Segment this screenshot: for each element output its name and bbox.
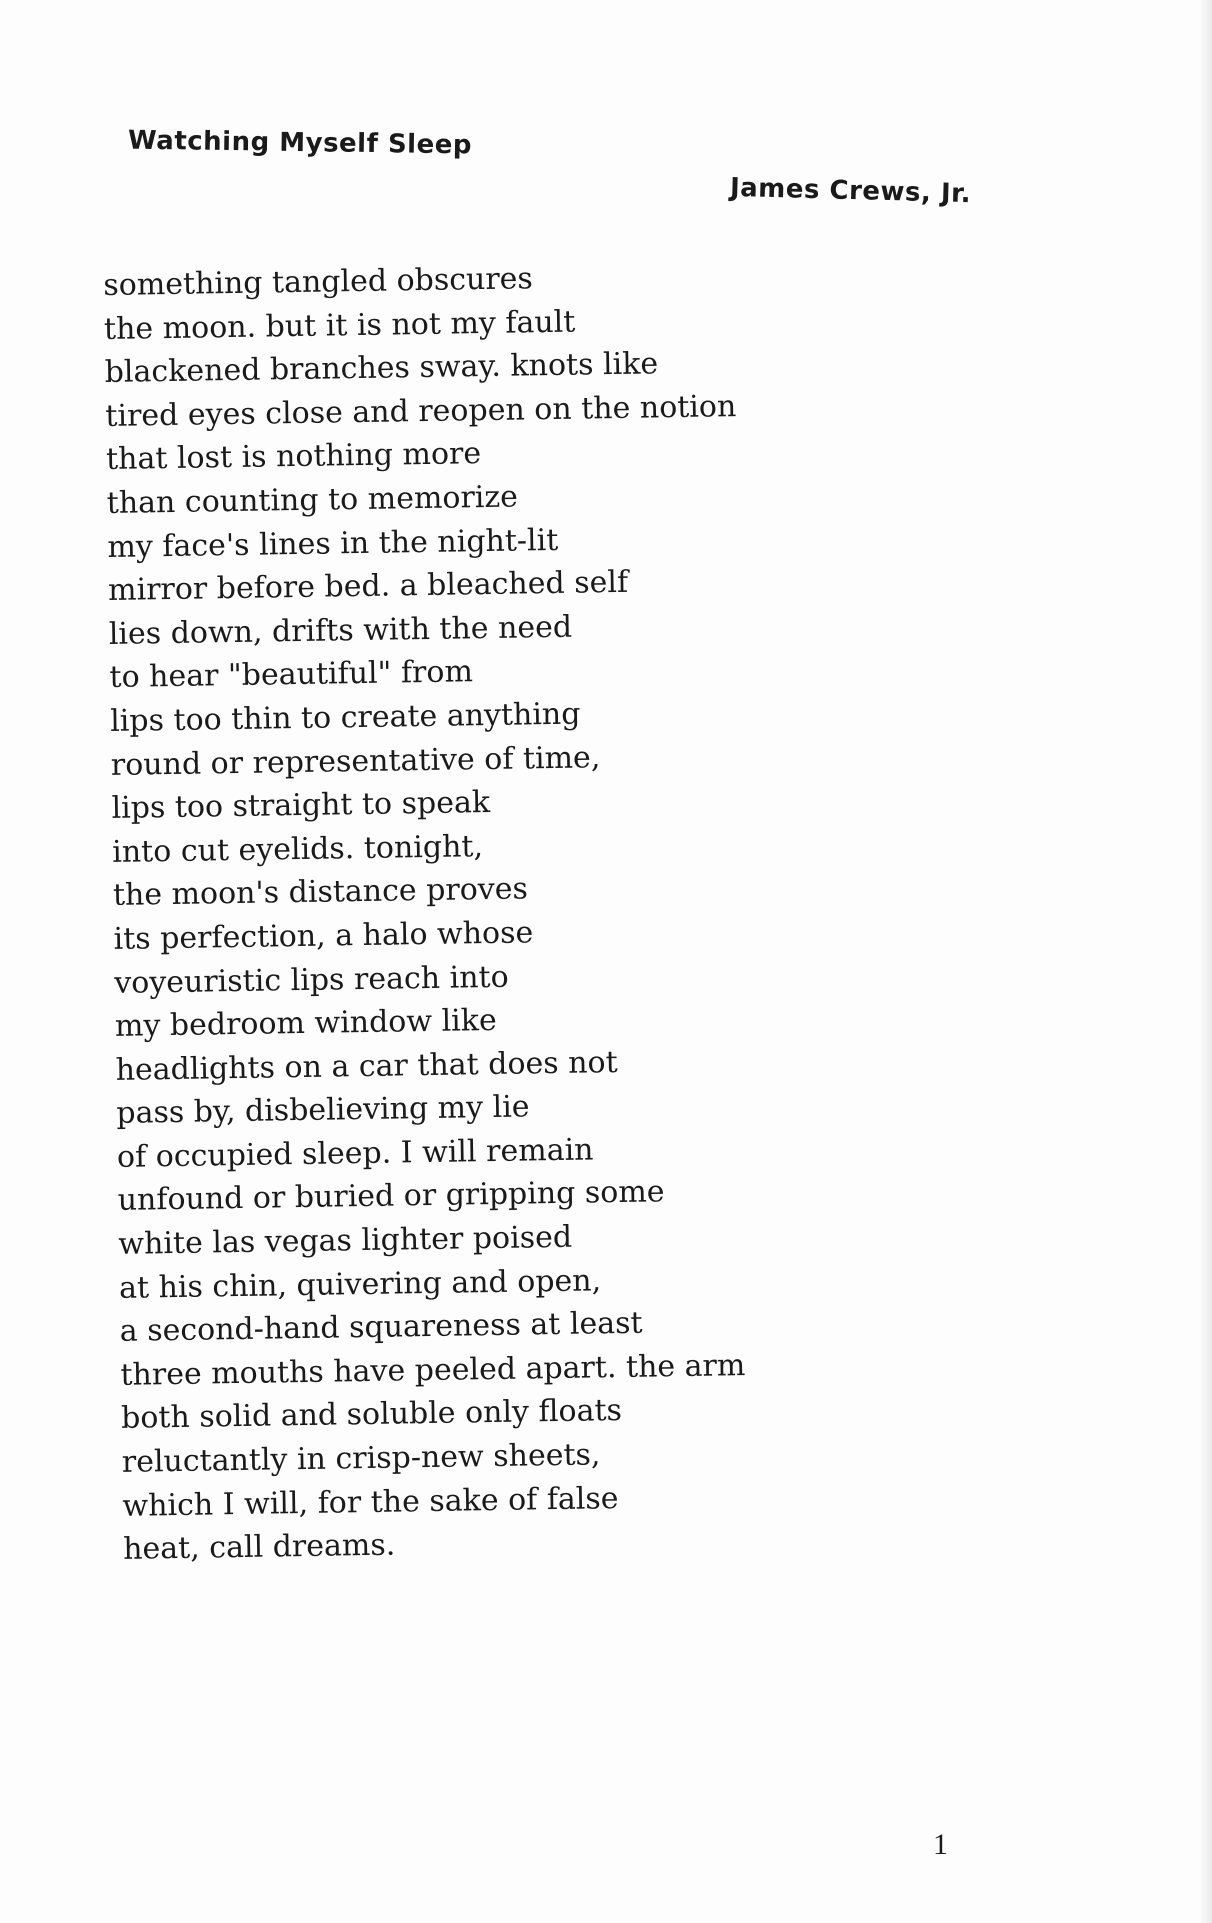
poem-line: heat, call dreams. bbox=[122, 1527, 396, 1568]
poem-line: round or representative of time, bbox=[110, 739, 601, 783]
poem-line: my bedroom window like bbox=[114, 1003, 497, 1044]
poem-line: voyeuristic lips reach into bbox=[114, 959, 509, 1001]
poem-line: than counting to memorize bbox=[106, 479, 519, 521]
poem-author: James Crews, Jr. bbox=[729, 172, 972, 210]
poem-line: reluctantly in crisp-new sheets, bbox=[121, 1437, 601, 1480]
poem-line: tired eyes close and reopen on the notion bbox=[105, 388, 737, 434]
poem-line: its perfection, a halo whose bbox=[113, 915, 534, 957]
poem-line: to hear "beautiful" from bbox=[109, 654, 474, 696]
poem-line: something tangled obscures bbox=[103, 261, 534, 303]
page-number: 1 bbox=[933, 1828, 948, 1861]
page-edge-shadow bbox=[1198, 0, 1212, 1923]
poem-line: that lost is nothing more bbox=[105, 436, 482, 478]
poem-line: white las vegas lighter poised bbox=[118, 1219, 573, 1262]
poem-line: both solid and soluble only floats bbox=[120, 1393, 623, 1437]
poem-title: Watching Myself Sleep bbox=[127, 125, 473, 161]
poem-body bbox=[103, 254, 754, 1572]
poem-line: lips too straight to speak bbox=[111, 785, 491, 827]
poem-line: which I will, for the sake of false bbox=[122, 1480, 619, 1524]
poem-line: mirror before bed. a bleached self bbox=[107, 564, 629, 609]
poem-line: blackened branches sway. knots like bbox=[104, 346, 659, 391]
poem-line: the moon's distance proves bbox=[112, 871, 529, 914]
poem-line: the moon. but it is not my fault bbox=[103, 304, 576, 347]
poem-line: of occupied sleep. I will remain bbox=[116, 1132, 594, 1175]
poem-line: a second-hand squareness at least bbox=[119, 1305, 643, 1350]
poem-line: lips too thin to create anything bbox=[109, 696, 581, 739]
poem-line: into cut eyelids. tonight, bbox=[111, 828, 484, 870]
poem-line: unfound or buried or gripping some bbox=[117, 1174, 665, 1219]
poem-line: headlights on a car that does not bbox=[115, 1044, 618, 1088]
poem-line: lies down, drifts with the need bbox=[108, 609, 573, 652]
poem-line: three mouths have peeled apart. the arm bbox=[120, 1347, 746, 1393]
poem-line: my face's lines in the night-lit bbox=[107, 522, 559, 565]
poem-line: at his chin, quivering and open, bbox=[118, 1262, 602, 1306]
poem-line: pass by, disbelieving my lie bbox=[116, 1089, 530, 1132]
